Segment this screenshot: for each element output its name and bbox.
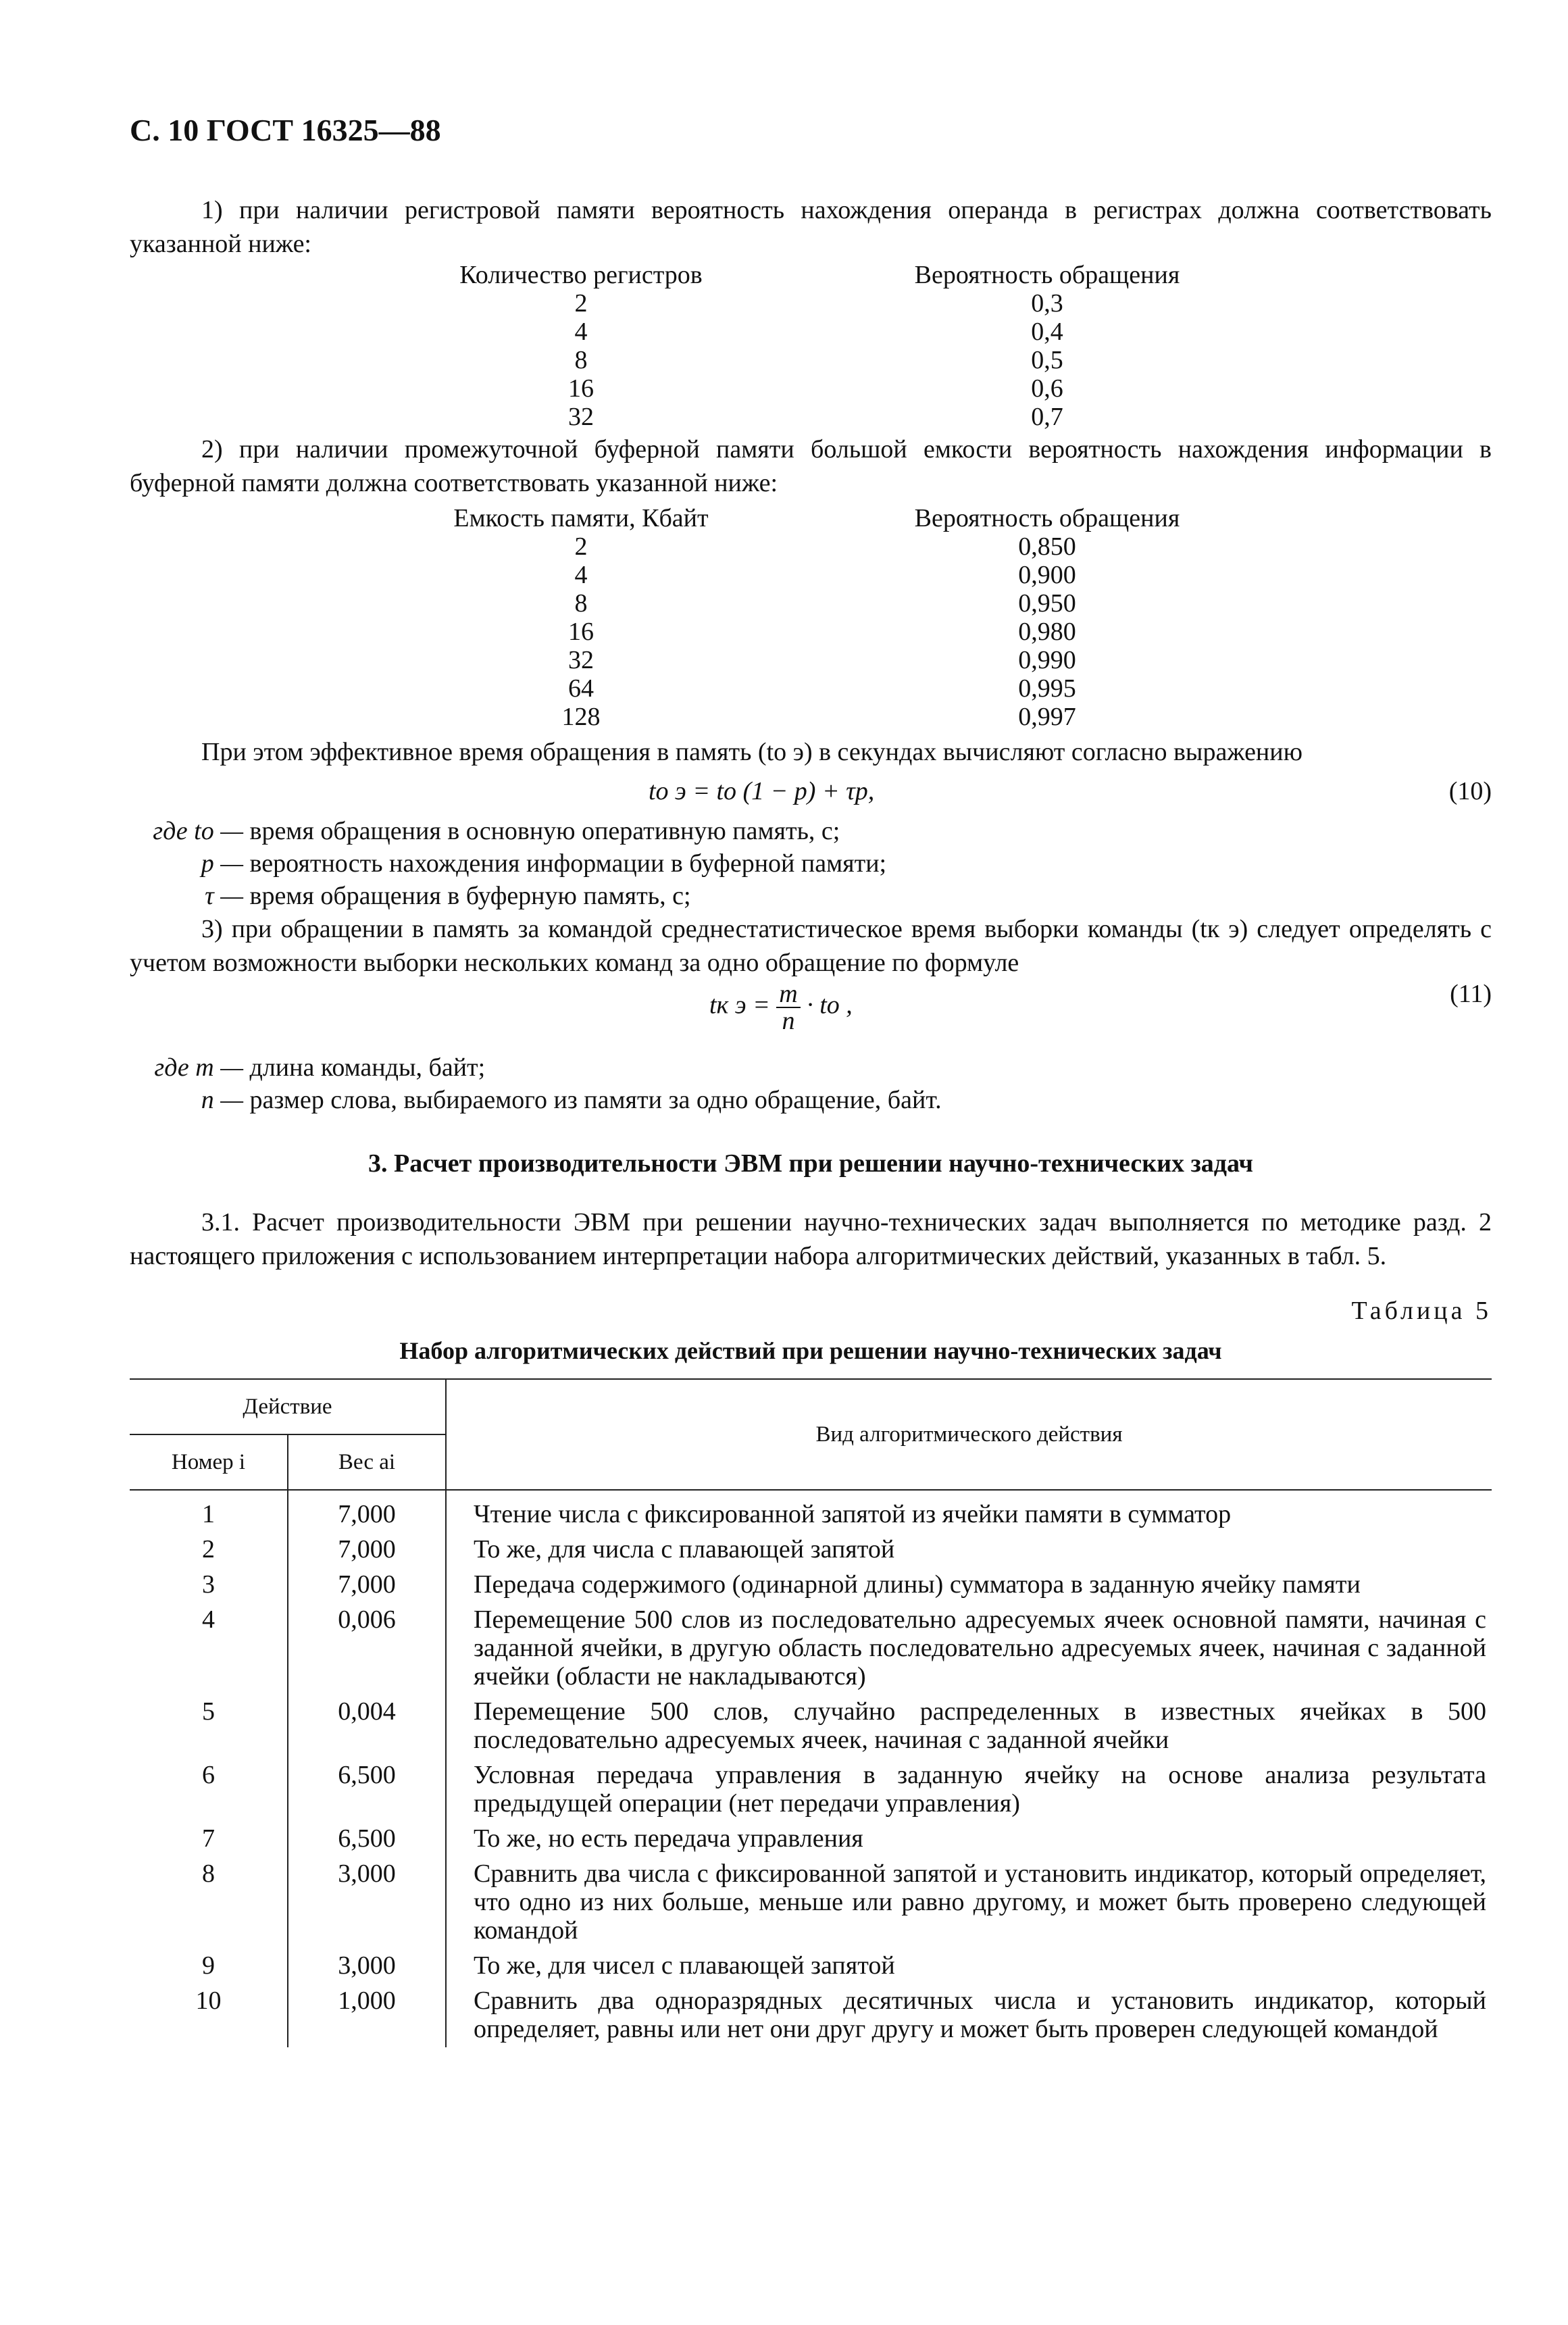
header-weight: Вес ai bbox=[288, 1434, 446, 1490]
table1-col-registers bbox=[405, 261, 757, 431]
cell-weight: 3,000 bbox=[288, 1857, 446, 1949]
table2-cell: 4 bbox=[574, 561, 588, 589]
table1-cell: 0,7 bbox=[1031, 403, 1063, 431]
cell-number: 1 bbox=[202, 1500, 215, 1528]
paragraph-command-fetch: 3) при обращении в память за командой среднестатистическое время выборки команды (tк э) следует определять с учетом возможности выборки нескольких команд за одно обращение по формуле bbox=[130, 915, 1492, 977]
table2-cell: 0,995 bbox=[1018, 674, 1076, 703]
table-row bbox=[130, 1949, 1492, 1984]
equation-number-11: (11) bbox=[1450, 980, 1492, 1008]
formula-11 bbox=[709, 981, 853, 1034]
where-symbol: n — bbox=[201, 1086, 243, 1114]
where-text: время обращения в буферную память, с; bbox=[249, 882, 691, 910]
cell-description: То же, но есть передача управления bbox=[446, 1822, 1492, 1857]
table1-cell: 0,5 bbox=[1031, 346, 1063, 374]
table1-cell: 0,4 bbox=[1031, 318, 1063, 346]
cell-weight: 7,000 bbox=[288, 1568, 446, 1603]
cell-weight: 0,006 bbox=[288, 1603, 446, 1695]
cell-number: 8 bbox=[202, 1859, 215, 1888]
cell-weight: 0,004 bbox=[288, 1695, 446, 1758]
table1-cell: 32 bbox=[568, 403, 594, 431]
where-symbol: p — bbox=[201, 849, 243, 878]
paragraph-register-memory: 1) при наличии регистровой памяти вероятность нахождения операнда в регистрах должна соответствовать указанной ниже: bbox=[130, 196, 1492, 258]
cell-weight: 7,000 bbox=[288, 1532, 446, 1568]
cell-description: Сравнить два числа с фиксированной запятой и установить индикатор, который определяет, что одно из них больше, меньше или равно другому, и может быть проверено следующей командой bbox=[446, 1857, 1492, 1949]
where-item bbox=[130, 847, 886, 880]
table2-col-capacity bbox=[405, 504, 757, 731]
cell-description: Условная передача управления в заданную ячейку на основе анализа результата предыдущей операции (нет передачи управления) bbox=[446, 1758, 1492, 1822]
where-list-2 bbox=[130, 1051, 942, 1116]
where-symbol: τ — bbox=[205, 882, 243, 910]
table2-cell: 0,980 bbox=[1018, 618, 1076, 646]
fraction-numerator: m bbox=[776, 981, 800, 1008]
where-item bbox=[130, 1084, 942, 1116]
table-row bbox=[130, 1758, 1492, 1822]
where-text: время обращения в основную оперативную память, с; bbox=[249, 817, 840, 845]
where-item bbox=[130, 815, 886, 847]
where-text: длина команды, байт; bbox=[249, 1053, 486, 1082]
table2-cell: 0,990 bbox=[1018, 646, 1076, 674]
where-text: вероятность нахождения информации в буферной памяти; bbox=[249, 849, 887, 878]
formula-10: tо э = tо (1 − p) + τp, bbox=[649, 777, 875, 805]
where-symbol: где tо — bbox=[153, 817, 243, 845]
cell-description: Сравнить два одноразрядных десятичных числа и установить индикатор, который определяет, равны или нет они друг другу и может быть проверен следующей командой bbox=[446, 1984, 1492, 2047]
paragraph-section-3-1: 3.1. Расчет производительности ЭВМ при решении научно-технических задач выполняется по методике разд. 2 настоящего приложения с использованием интерпретации набора алгоритмических действий, указанных в табл. 5. bbox=[130, 1208, 1492, 1270]
table1-header-registers: Количество регистров bbox=[459, 261, 703, 289]
formula-11-rhs: · tо , bbox=[807, 991, 853, 1020]
table-row bbox=[130, 1984, 1492, 2047]
table2-cell: 2 bbox=[574, 532, 588, 561]
table2-cell: 0,997 bbox=[1018, 703, 1076, 731]
table2-cell: 16 bbox=[568, 618, 594, 646]
formula-11-lhs: tк э = bbox=[709, 991, 770, 1020]
table1-cell: 0,3 bbox=[1031, 289, 1063, 318]
equation-number-10: (10) bbox=[1448, 777, 1492, 805]
table1-cell: 0,6 bbox=[1031, 374, 1063, 403]
table2-cell: 64 bbox=[568, 674, 594, 703]
where-item bbox=[130, 880, 886, 912]
table2-cell: 0,950 bbox=[1018, 589, 1076, 618]
cell-weight: 6,500 bbox=[288, 1758, 446, 1822]
section-heading: 3. Расчет производительности ЭВМ при решении научно-технических задач bbox=[368, 1149, 1253, 1178]
paragraph-buffer-memory: 2) при наличии промежуточной буферной памяти большой емкости вероятность нахождения информации в буферной памяти должна соответствовать указанной ниже: bbox=[130, 435, 1492, 497]
cell-number: 5 bbox=[202, 1697, 215, 1726]
table2-header-probability: Вероятность обращения bbox=[914, 504, 1180, 532]
cell-description: Перемещение 500 слов из последовательно адресуемых ячеек основной памяти, начиная с заданной ячейки, в другую область последовательно адресуемых ячеек, начиная с заданной ячейки (области не накладываются) bbox=[446, 1603, 1492, 1695]
paragraph-effective-time: При этом эффективное время обращения в память (tо э) в секундах вычисляют согласно выражению bbox=[201, 738, 1303, 766]
table-row bbox=[130, 1603, 1492, 1695]
table2-cell: 32 bbox=[568, 646, 594, 674]
where-symbol: где m — bbox=[154, 1053, 243, 1082]
table2-cell: 128 bbox=[561, 703, 601, 731]
cell-weight: 6,500 bbox=[288, 1822, 446, 1857]
table-row bbox=[130, 1857, 1492, 1949]
cell-number: 10 bbox=[195, 1986, 222, 2015]
cell-number: 7 bbox=[202, 1824, 215, 1853]
where-text: размер слова, выбираемого из памяти за одно обращение, байт. bbox=[249, 1086, 942, 1114]
table2-cell: 8 bbox=[574, 589, 588, 618]
cell-weight: 1,000 bbox=[288, 1984, 446, 2047]
cell-number: 3 bbox=[202, 1570, 215, 1599]
cell-description: Перемещение 500 слов, случайно распределенных в известных ячейках в 500 последовательно адресуемых ячеек, начиная с заданной ячейки bbox=[446, 1695, 1492, 1758]
cell-description: Передача содержимого (одинарной длины) сумматора в заданную ячейку памяти bbox=[446, 1568, 1492, 1603]
table2-col-probability bbox=[871, 504, 1223, 731]
cell-number: 4 bbox=[202, 1605, 215, 1634]
table-row bbox=[130, 1568, 1492, 1603]
cell-description: То же, для чисел с плавающей запятой bbox=[446, 1949, 1492, 1984]
cell-weight: 3,000 bbox=[288, 1949, 446, 1984]
table2-header-capacity: Емкость памяти, Кбайт bbox=[453, 504, 709, 532]
table1-header-probability: Вероятность обращения bbox=[914, 261, 1180, 289]
cell-number: 6 bbox=[202, 1761, 215, 1789]
table1-cell: 4 bbox=[574, 318, 588, 346]
header-description: Вид алгоритмического действия bbox=[446, 1379, 1492, 1490]
table-row bbox=[130, 1532, 1492, 1568]
table1-cell: 16 bbox=[568, 374, 594, 403]
table1-cell: 2 bbox=[574, 289, 588, 318]
header-action-group: Действие bbox=[130, 1379, 446, 1434]
table-row bbox=[130, 1490, 1492, 1532]
where-list-1 bbox=[130, 815, 886, 912]
cell-number: 2 bbox=[202, 1535, 215, 1564]
table-5 bbox=[130, 1378, 1492, 2047]
cell-description: Чтение числа с фиксированной запятой из ячейки памяти в сумматор bbox=[446, 1490, 1492, 1532]
cell-description: То же, для числа с плавающей запятой bbox=[446, 1532, 1492, 1568]
table2-cell: 0,850 bbox=[1018, 532, 1076, 561]
table-5-caption: Таблица 5 bbox=[1351, 1297, 1492, 1325]
header-number: Номер i bbox=[130, 1434, 288, 1490]
formula-11-fraction bbox=[776, 981, 800, 1034]
where-item bbox=[130, 1051, 942, 1084]
cell-number: 9 bbox=[202, 1951, 215, 1980]
table2-cell: 0,900 bbox=[1018, 561, 1076, 589]
fraction-denominator: n bbox=[782, 1007, 795, 1035]
page-header: С. 10 ГОСТ 16325—88 bbox=[130, 113, 441, 147]
table-5-title: Набор алгоритмических действий при решении научно-технических задач bbox=[399, 1337, 1222, 1364]
table-row bbox=[130, 1822, 1492, 1857]
table-row bbox=[130, 1695, 1492, 1758]
table1-col-probability bbox=[871, 261, 1223, 431]
cell-weight: 7,000 bbox=[288, 1490, 446, 1532]
table1-cell: 8 bbox=[574, 346, 588, 374]
